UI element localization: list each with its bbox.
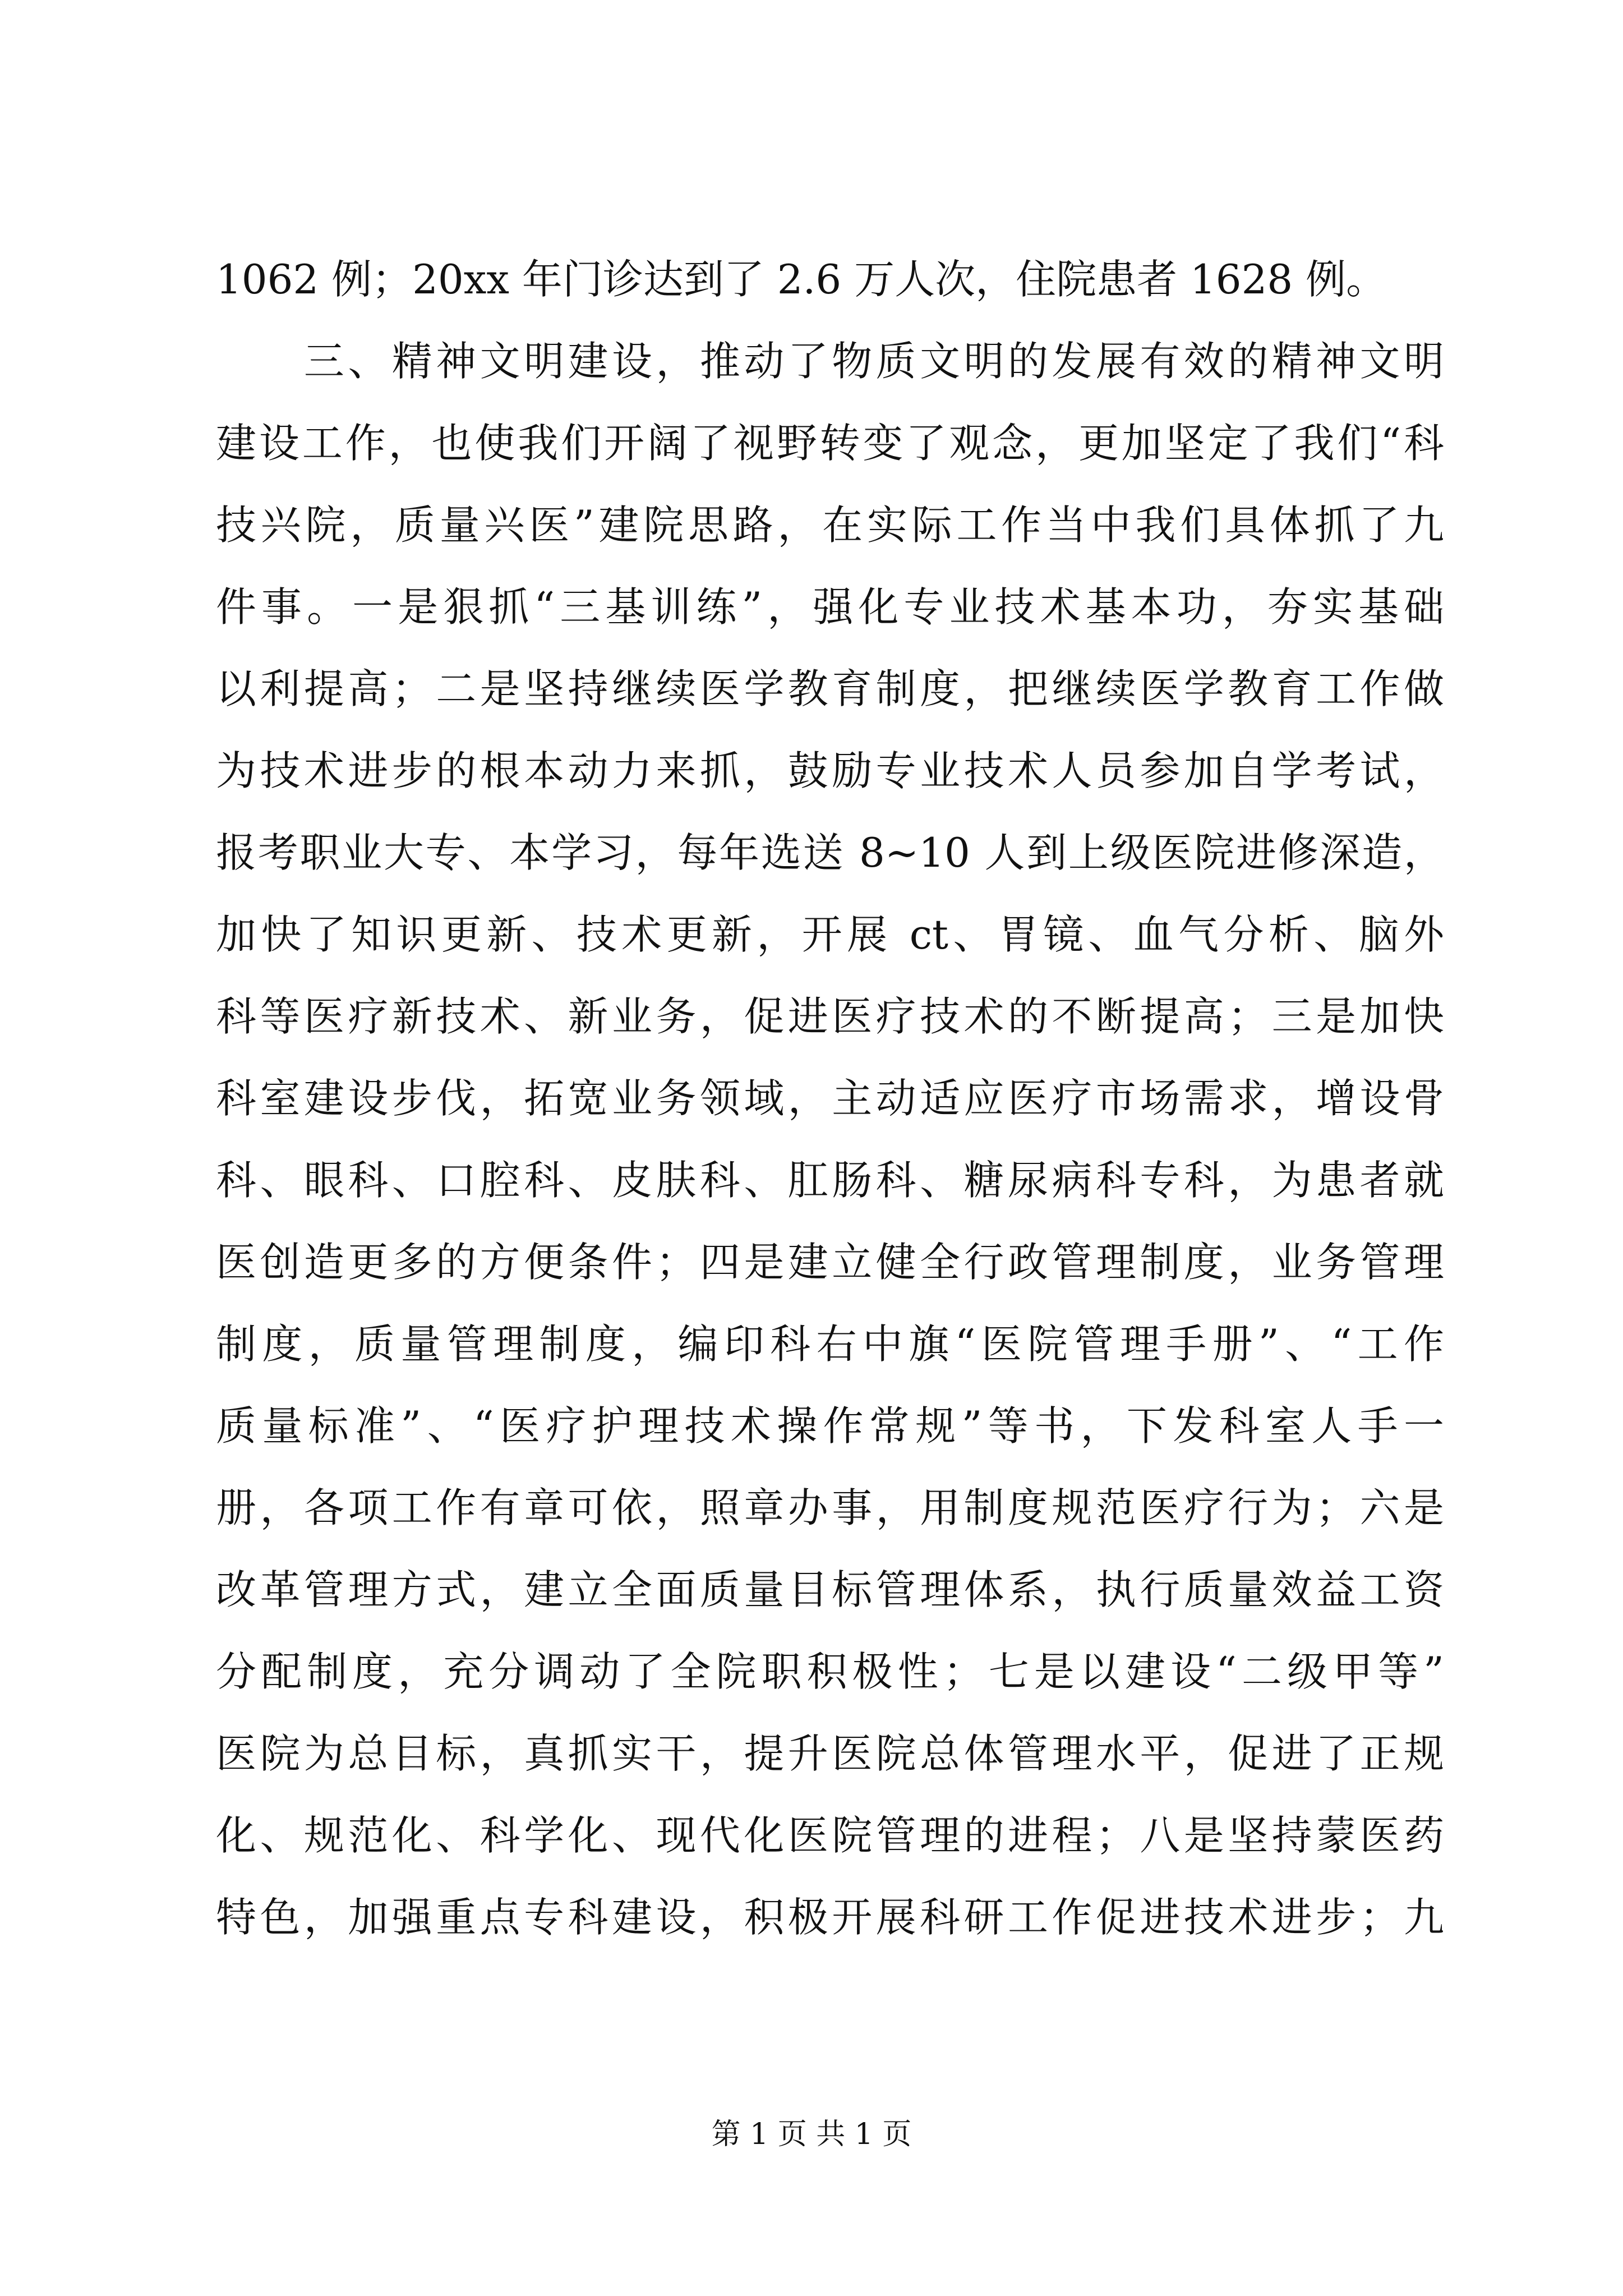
text-line: 医创造更多的方便条件；四是建立健全行政管理制度，业务管理 xyxy=(216,1239,1444,1286)
body-text xyxy=(216,238,1444,1958)
text-line: 科等医疗新技术、新业务，促进医疗技术的不断提高；三是加快 xyxy=(216,993,1444,1040)
text-line: 建设工作，也使我们开阔了视野转变了观念，更加坚定了我们“科 xyxy=(216,420,1444,467)
text-line: 化、规范化、科学化、现代化医院管理的进程；八是坚持蒙医药 xyxy=(216,1812,1444,1859)
text-line: 医院为总目标，真抓实干，提升医院总体管理水平，促进了正规 xyxy=(216,1730,1444,1777)
text-line: 特色，加强重点专科建设，积极开展科研工作促进技术进步；九 xyxy=(216,1894,1444,1941)
text-line: 册，各项工作有章可依，照章办事，用制度规范医疗行为；六是 xyxy=(216,1484,1444,1531)
page-number-footer: 第 1 页 共 1 页 xyxy=(711,2118,912,2151)
text-line: 三、精神文明建设，推动了物质文明的发展有效的精神文明 xyxy=(216,338,1444,385)
text-line: 件事。一是狠抓“三基训练”，强化专业技术基本功，夯实基础 xyxy=(216,583,1444,631)
text-line: 改革管理方式，建立全面质量目标管理体系，执行质量效益工资 xyxy=(216,1566,1444,1613)
text-line: 科室建设步伐，拓宽业务领域，主动适应医疗市场需求，增设骨 xyxy=(216,1075,1444,1122)
text-line: 报考职业大专、本学习，每年选送 8~10 人到上级医院进修深造， xyxy=(216,829,1444,876)
text-line: 1062 例；20xx 年门诊达到了 2.6 万人次，住院患者 1628 例。 xyxy=(216,256,1387,303)
text-line: 加快了知识更新、技术更新，开展 ct、胃镜、血气分析、脑外 xyxy=(216,911,1444,958)
text-line: 制度，质量管理制度，编印科右中旗“医院管理手册”、“工作 xyxy=(216,1320,1444,1368)
text-line: 科、眼科、口腔科、皮肤科、肛肠科、糖尿病科专科，为患者就 xyxy=(216,1157,1444,1204)
text-line: 为技术进步的根本动力来抓，鼓励专业技术人员参加自学考试， xyxy=(216,747,1444,794)
text-line: 分配制度，充分调动了全院职积极性；七是以建设“二级甲等” xyxy=(216,1648,1444,1695)
text-line: 质量标准”、“医疗护理技术操作常规”等书，下发科室人手一 xyxy=(216,1402,1444,1450)
text-line: 以利提高；二是坚持继续医学教育制度，把继续医学教育工作做 xyxy=(216,665,1444,712)
text-line: 技兴院，质量兴医”建院思路，在实际工作当中我们具体抓了九 xyxy=(216,501,1444,549)
